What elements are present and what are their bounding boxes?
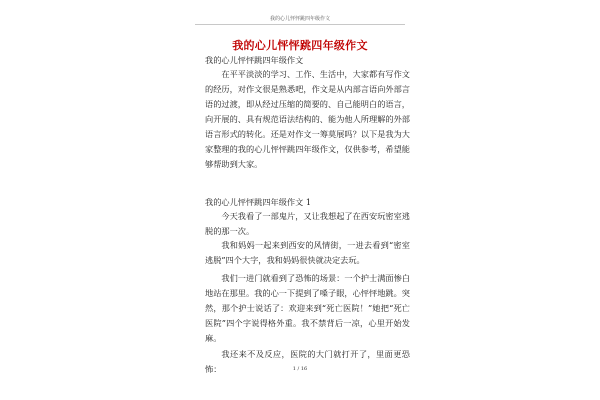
paragraph-text: 我和妈妈一起来到西安的风情街，一进去看到“密室逃脱”四个大字，我和妈妈很快就决定去玩。 <box>205 240 410 265</box>
paragraph-text: 今天我看了一部鬼片，又让我想起了在西安玩密室逃脱的那一次。 <box>205 211 410 236</box>
subtitle-text: 我的心儿怦怦跳四年级作文 <box>205 55 304 65</box>
header-divider <box>195 24 405 25</box>
essay-paragraph <box>205 347 410 377</box>
intro-text: 在平平淡淡的学习、工作、生活中，大家都有写作文的经历，对作文很是熟悉吧，作文是从内部言语向外部言语的过渡，即从经过压缩的简要的、自己能明白的语言，向开展的、具有规范语法结构的、能为他人所理解的外部语言形式的转化。还是对作文一筹莫展吗？以下是我为大家整理的我的心儿怦怦跳四年级作文，仅供参考，希望能够帮助到大家。 <box>205 69 410 169</box>
paragraph-text: 我还来不及反应，医院的大门就打开了，里面更恐怖： <box>205 349 410 374</box>
essay-paragraph <box>205 238 410 268</box>
document-subtitle <box>205 53 410 68</box>
essay-heading-text: 我的心儿怦怦跳四年级作文 1 <box>205 197 312 207</box>
running-header: 我的心儿怦怦跳四年级作文 <box>269 16 330 22</box>
intro-paragraph <box>205 67 410 172</box>
scrollbar[interactable] <box>594 0 600 400</box>
essay-heading <box>205 195 410 210</box>
page-number: 1 / 16 <box>292 366 308 372</box>
essay-paragraph <box>205 209 410 239</box>
paragraph-text: 我们一进门就看到了恐怖的场景：一个护士满面惨白地站在那里。我的心一下提到了嗓子眼，心怦怦地跳。突然，那个护士说话了：欢迎来到“死亡医院！”她把“死亡医院”四个字说得格外重。我不禁背后一凉，心里开始发麻。 <box>205 273 410 343</box>
document-title: 我的心儿怦怦跳四年级作文 <box>232 39 368 52</box>
essay-paragraph <box>205 271 410 346</box>
